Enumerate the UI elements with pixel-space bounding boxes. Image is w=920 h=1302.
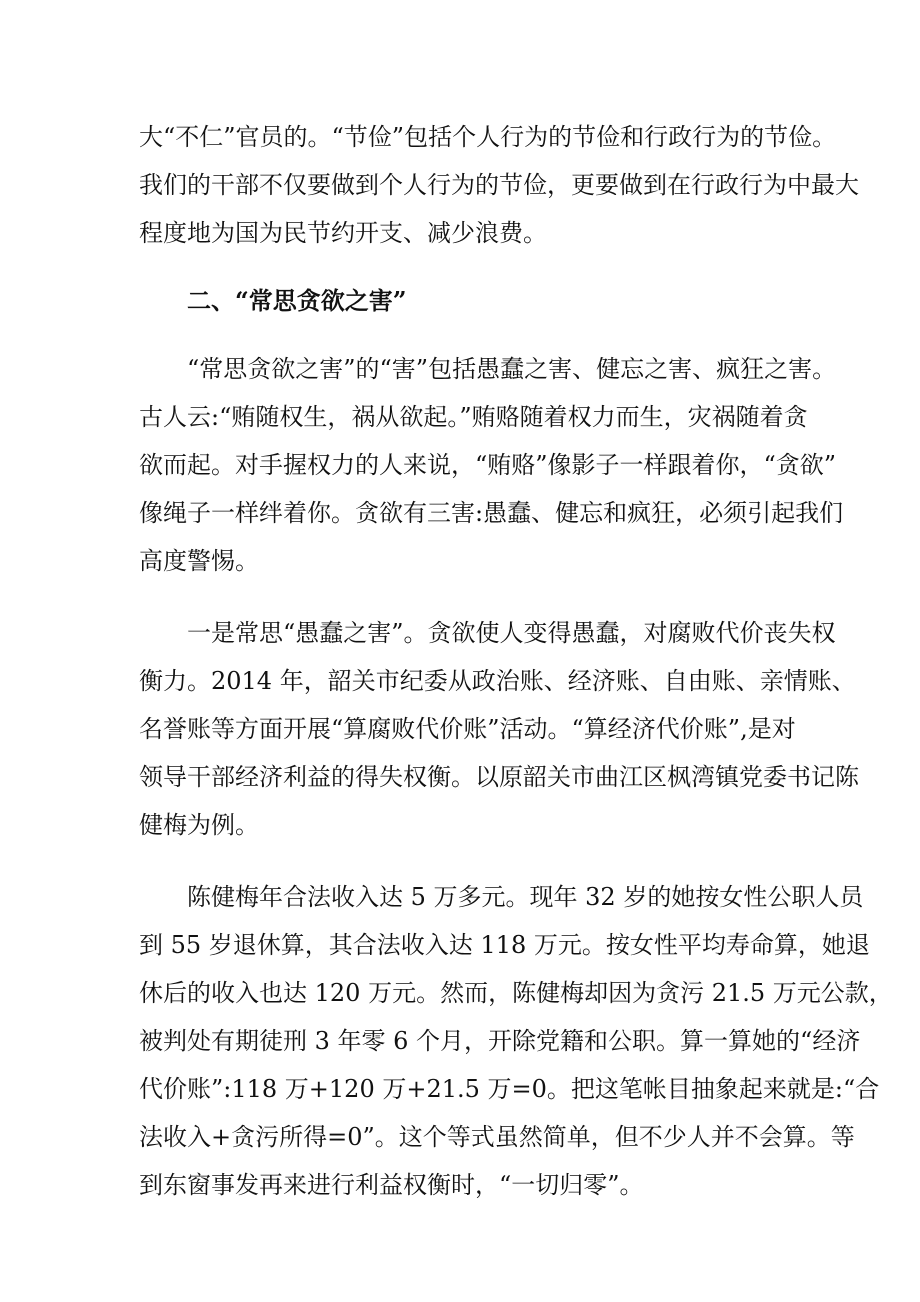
- paragraph-foolishness: [139, 609, 859, 849]
- text-line: 衡力。2014 年，韶关市纪委从政治账、经济账、自由账、亲情账、: [139, 667, 856, 695]
- text-line: 被判处有期徒刑 3 年零 6 个月，开除党籍和公职。算一算她的“经济: [139, 1027, 861, 1055]
- text-line: 名誉账等方面开展“算腐败代价账”活动。“算经济代价账”,是对: [139, 715, 796, 743]
- text-line: “常思贪欲之害”的“害”包括愚蠢之害、健忘之害、疯狂之害。: [187, 355, 837, 383]
- text-line: 领导干部经济利益的得失权衡。以原韶关市曲江区枫湾镇党委书记陈: [139, 763, 859, 791]
- text-line: 法收入+贪污所得=0”。这个等式虽然简单，但不少人并不会算。等: [139, 1123, 855, 1151]
- text-line: 陈健梅年合法收入达 5 万多元。现年 32 岁的她按女性公职人员: [187, 883, 864, 911]
- text-line: 欲而起。对手握权力的人来说，“贿赂”像影子一样跟着你，“贪欲”: [139, 451, 837, 479]
- text-line: 健梅为例。: [139, 811, 259, 839]
- section-heading: 二、“常思贪欲之害”: [187, 286, 407, 315]
- text-line: 大“不仁”官员的。“节俭”包括个人行为的节俭和行政行为的节俭。: [139, 123, 837, 151]
- text-line: 像绳子一样绊着你。贪欲有三害:愚蠢、健忘和疯狂，必须引起我们: [139, 499, 844, 527]
- text-line: 一是常思“愚蠢之害”。贪欲使人变得愚蠢，对腐败代价丧失权: [187, 619, 836, 647]
- text-line: 高度警惕。: [139, 547, 259, 575]
- paragraph-case-example: [139, 873, 893, 1209]
- text-line: 休后的收入也达 120 万元。然而，陈健梅却因为贪污 21.5 万元公款，: [139, 979, 893, 1007]
- text-line: 到 55 岁退休算，其合法收入达 118 万元。按女性平均寿命算，她退: [139, 931, 870, 959]
- text-line: 古人云:“贿随权生，祸从欲起。”贿赂随着权力而生，灾祸随着贪: [139, 403, 808, 431]
- paragraph-frugality: [139, 113, 859, 257]
- text-line: 我们的干部不仅要做到个人行为的节俭，更要做到在行政行为中最大: [139, 171, 859, 199]
- text-line: 程度地为国为民节约开支、减少浪费。: [139, 219, 547, 247]
- text-line: 代价账”:118 万+120 万+21.5 万=0。把这笔帐目抽象起来就是:“合: [139, 1075, 880, 1103]
- text-line: 到东窗事发再来进行利益权衡时，“一切归零”。: [139, 1171, 644, 1199]
- paragraph-greed-harms: [139, 345, 844, 585]
- document-body: [139, 113, 893, 1209]
